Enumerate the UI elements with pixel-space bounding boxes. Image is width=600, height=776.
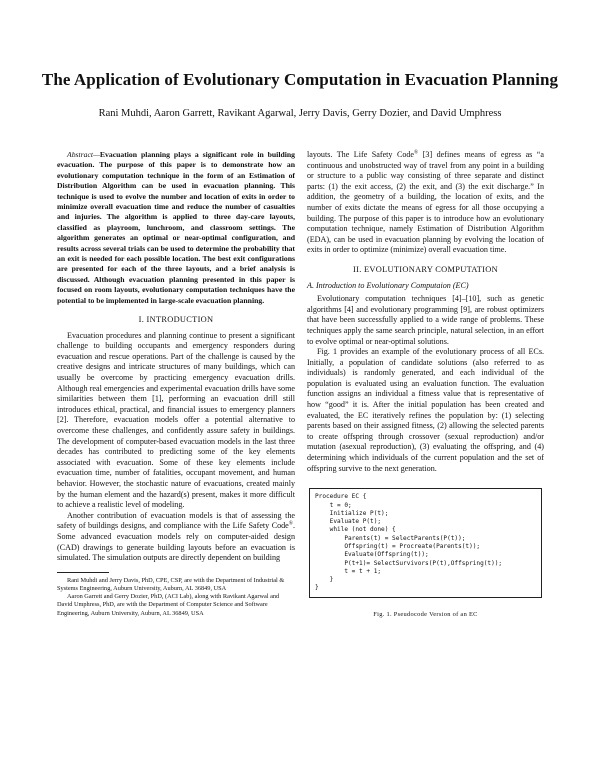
figure-caption: Fig. 1. Pseudocode Version of an EC — [373, 610, 478, 618]
abstract-lead: Abstract— — [67, 150, 100, 159]
author-list: Rani Muhdi, Aaron Garrett, Ravikant Agarwal, Jerry Davis, Gerry Dozier, and David Umphress — [98, 108, 502, 119]
abstract-text: Evacuation planning plays a significant role in building evacuation. The purpose of this paper is to demonstrate how an evolutionary computation technique in the form of an Estimation of Distribution Algorithm can be used in evacuation planning. This technique is used to evolve the number and location of exits in order to minimize overall evacuation time and reduce the number of casualties and injuries. The algorithm is applied to three day-care layouts, classified as playroom, lunchroom, and classroom settings. The algorithm generates an optimal or near-optimal configuration, and results across several trials can be used to determine the probability that an exit is needed for each possible location. The best exit configurations are presented for each of the three layouts, and a brief analysis is discussed. Although evacuation planning presented in this paper is focused on room layouts, evolutionary computation techniques have the potential to be implemented in large-scale evacuation planning. — [57, 150, 295, 305]
code-line: Initialize P(t); — [315, 509, 389, 517]
intro-paragraph-1: Evacuation procedures and planning continue to present a significant challenge to building occupants and emergency responders during evacuation and rescue operations. Part of the challenge is caused by the creative designs and intricate structures of many buildings, which can usually be overcome by practicing emergency evacuation drills. Although real emergencies and experimental evacuation drills have some similarities between them [1], performing an evacuation drill still introduces ethical, practical, and financial issues to emergency planners [2]. Therefore, evacuation models offer a potential alternative to overcome these challenges, and confidently assure safety in buildings. The development of computer-based evacuation models in the last three decades has contributed to predicting some of the key elements associated with evacuation. Some of these key elements include evacuation time, number of fatalities, occupant movement, and human behavior. However, the stochastic nature of evacuations, created mainly by the human element and the hazard(s) present, makes it more difficult to achieve a realistic level of modeling. — [57, 330, 295, 510]
intro-paragraph-2 — [57, 511, 295, 564]
registered-mark-2: ® — [414, 149, 419, 156]
footnote-divider — [57, 572, 109, 573]
code-line: Procedure EC { — [315, 493, 367, 501]
paper-title: The Application of Evolutionary Computation in Evacuation Planning — [41, 70, 559, 89]
registered-mark: ® — [288, 520, 293, 527]
right-p0-part-b: [3] defines means of egress as “a continuous and unobstructed way of travel from any point in a building or structure to a public way consisting of three separate and distinct parts: (1) the exit access, (2) the exit, and (3) the exit discharge.” In addition, the geometry of a building, the location of exits, and the number of exits dictate the means of egress for all those occupying a building. The purpose of this paper is to introduce how an evolutionary computation technique, namely Estimation of Distribution Algorithm (EDA), can be used in evacuation planning by evolving the location of exits in order to optimize (minimize) overall evacuation time. — [307, 150, 544, 255]
ec-paragraph-2: Fig. 1 provides an example of the evolutionary process of all ECs. Initially, a population of candidate solutions (also referred to as individuals) is randomly generated, and each individual of the population is evaluated using an evaluation function. The evaluation function assigns an individual a fitness value that is representative of how “good” it is. After the initial population has been created and evaluated, the EC iteratively refines the population by: (1) selecting parents based on their assigned fitness, (2) allowing the selected parents to create offspring through crossover (sexual reproduction) and/or mutation (asexual reproduction), (3) evaluating the offspring, and (4) determining which individuals of the current population and the set of offspring survive to the next generation. — [307, 347, 544, 473]
left-column — [57, 150, 295, 618]
right-paragraph-0 — [307, 150, 544, 256]
right-column — [307, 150, 544, 620]
code-line: } — [315, 584, 319, 592]
section-heading-introduction: I. INTRODUCTION — [138, 315, 214, 325]
footnote-2: Aaron Garrett and Gerry Dozier, PhD, (ACI Lab), along with Ravikant Agarwal and David Umphress, PhD, are with the Department of Computer Science and Software Engineering, Auburn University, Auburn, AL 36849, USA — [57, 593, 280, 617]
code-line: Evaluate P(t); — [315, 518, 382, 526]
intro-p2-part-b: . Some advanced evacuation models rely on computer-aided design (CAD) drawings to generate building layouts before an evacuation is simulated. The simulation outputs are directly dependent on building — [57, 521, 295, 563]
pseudocode-figure — [309, 488, 542, 598]
code-line: Offspring(t) = Procreate(Parents(t)); — [315, 543, 481, 550]
code-line: t = 0; — [315, 501, 352, 509]
code-line: } — [315, 576, 334, 584]
ec-paragraph-1: Evolutionary computation techniques [4]–[10], such as genetic algorithms [4] and evolutionary programming [9], are robust optimizers that have been successfully applied to a wide range of problems. These techniques apply the same search principle, natural selection, in an effort to evolve optimal or near-optimal solutions. — [307, 294, 544, 346]
section-heading-evolutionary-computation: II. EVOLUTIONARY COMPUTATION — [353, 264, 498, 274]
code-line: Parents(t) = SelectParents(P(t)); — [315, 534, 466, 542]
footnote-1: Rani Muhdi and Jerry Davis, PhD, CPE, CSP, are with the Department of Industrial & Systems Engineering, Auburn University, Auburn, AL 36849, USA — [57, 576, 285, 592]
code-line: Evaluate(Offspring(t)); — [315, 551, 429, 559]
code-line: P(t+1)= SelectSurvivors(P(t),Offspring(t)); — [315, 559, 503, 567]
code-line: while (not done) { — [315, 526, 396, 534]
intro-p2-part-a: Another contribution of evacuation models is that of assessing the safety of buildings designs, and compliance with the Life Safety Code — [57, 510, 295, 531]
right-p0-part-a: layouts. The Life Safety Code — [307, 150, 415, 159]
abstract — [57, 150, 295, 306]
subsection-heading-intro-ec: A. Introduction to Evolutionary Computaion (EC) — [307, 280, 469, 290]
code-line: t = t + 1; — [315, 567, 382, 575]
